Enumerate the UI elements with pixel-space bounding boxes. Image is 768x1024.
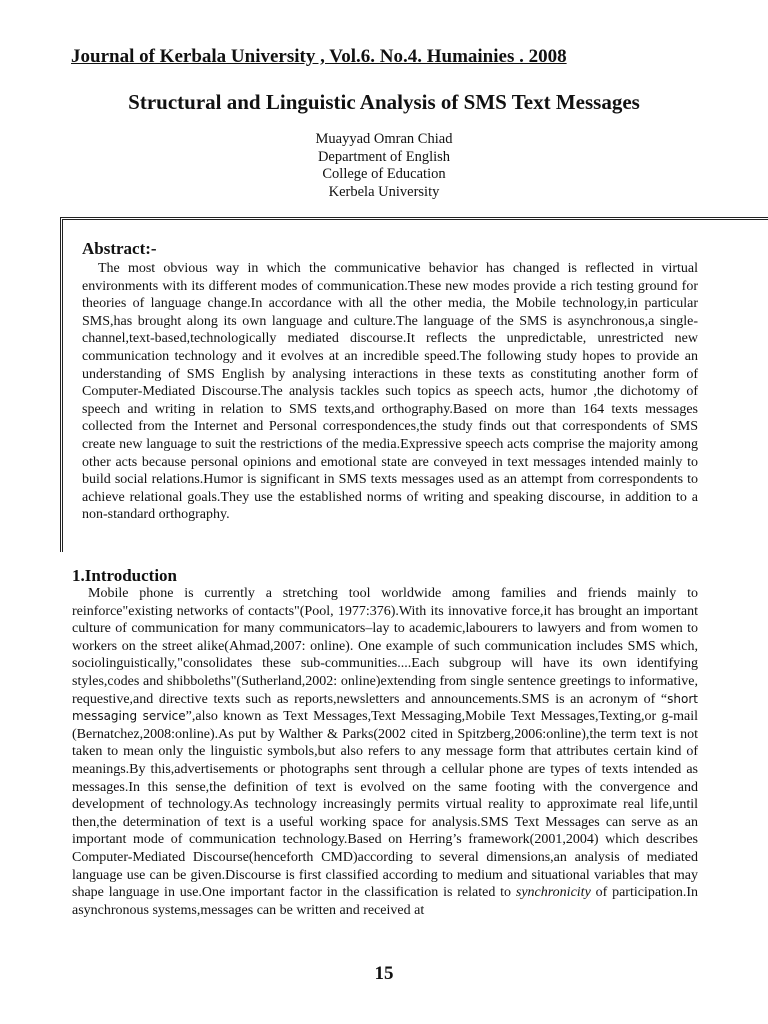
journal-header: Journal of Kerbala University , Vol.6. No.4. Humainies . 2008 xyxy=(71,46,567,67)
introduction-heading: 1.Introduction xyxy=(72,566,178,585)
author-block xyxy=(0,131,768,201)
introduction-text-part1: Mobile phone is currently a stretching tool worldwide among families and friends mainly to reinforce"existing networks of contacts"(Pool, 1977:376).With its innovative force,it has brought an important culture of communication for many communicators–lay to academic,labourers to lawyers and from women to workers on the street alike(Ahmad,2007: online). One example of such communication includes SMS which, sociolinguistically,"consolidates these sub-communities....Each subgroup will have its own identifying styles,codes and shibboleths"(Sutherland,2002: online)extending from single sentence greetings to informative, requestive,and directive texts such as reports,newsletters and announcements.SMS is an acronym of “ xyxy=(72,586,698,707)
author-name: Muayyad Omran Chiad xyxy=(315,131,453,147)
abstract-body: The most obvious way in which the communicative behavior has changed is reflected in virtual environments with its different modes of communication.These new modes provide a rich testing ground for theories of language change.In accordance with all the other media, the Mobile technology,in particular SMS,has brought along its own language and culture.The language of the SMS is asynchronous,a single-channel,text-based,technologically mediated discourse.It reflects the unpredictable, unrestricted new communication technology and it evolves at an incredible speed.The following study hopes to provide an understanding of SMS English by analysing interactions in these texts as constituting another form of Computer-Mediated Discourse.The analysis tackles such topics as speech acts, humor ,the dichotomy of speech and writing in relation to SMS texts,and orthography.Based on more than 164 texts messages collected from the Internet and Personal correspondences,the study finds out that correspondents of SMS create new language to suit the restrictions of the media.Expressive speech acts comprise the majority among other acts because personal opinions and emotional state are conveyed in text messages intended mainly to build social relations.Humor is significant in SMS texts messages used as an attempt from correspondents to achieve relational goals.They use the established norms of writing and speaking discourse, in addition to a non-standard orthography. xyxy=(82,261,698,523)
abstract-heading: Abstract:- xyxy=(82,239,157,258)
introduction-text xyxy=(72,585,698,919)
author-college: College of Education xyxy=(322,166,446,183)
paper-title: Structural and Linguistic Analysis of SMS Text Messages xyxy=(128,90,640,114)
author-university: Kerbela University xyxy=(328,183,440,200)
introduction-italic-term: synchronicity xyxy=(515,885,591,901)
author-department: Department of English xyxy=(317,148,451,165)
abstract-text xyxy=(82,260,698,524)
page-number: 15 xyxy=(374,963,394,984)
introduction-text-part3: of participation.In asynchronous systems,messages can be written and received at xyxy=(72,885,698,918)
introduction-sans-phrase: short messaging service xyxy=(72,691,698,724)
introduction-text-part2: ”,also known as Text Messages,Text Messaging,Mobile Text Messages,Texting,or g-mail (Bernatchez,2008:online).As put by Walther & Parks(2002 cited in Spitzberg,2006:online),the term text is not taken to mean only the linguistic symbols,but also refers to any message form that attributes certain kind of meanings.By this,advertisements or photographs sent through a cellular phone are types of texts intended as messages.In this sense,the definition of text is evolved on the same footing with the convergence and development of technology.As technology increasingly permits virtual reality to approximate real life,until then,the determination of text is a useful working space for analysis.SMS Text Messages can serve as an important mode of communication technology.Based on Herring’s framework(2001,2004) which describes Computer-Mediated Discourse(henceforth CMD)according to several dimensions,an analysis of mediated language use can be given.Discourse is first classified according to medium and situational variables that may shape language in use.One important factor in the classification is related to xyxy=(72,709,698,901)
